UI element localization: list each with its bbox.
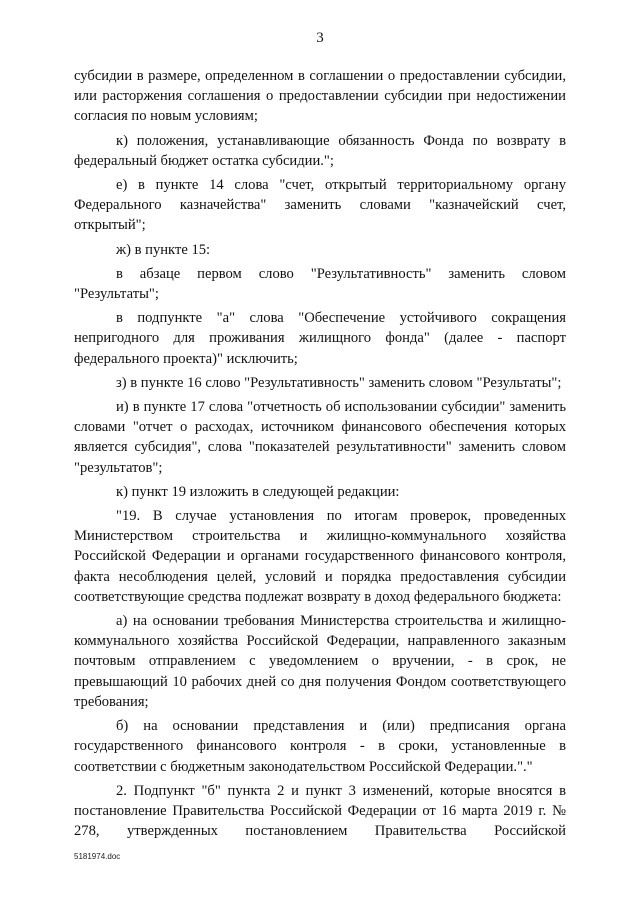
document-body	[74, 66, 566, 841]
document-file-code: 5181974.doc	[74, 852, 121, 861]
paragraph: а) на основании требования Министерства строительства и жилищно-коммунального хозяйства Российской Федерации, направленного заказным почтовым отправлением с уведомлением о вручении, - в срок, не превышающий 10 рабочих дней со дня получения Фондом соответствующего требования;	[74, 613, 566, 710]
paragraph: субсидии в размере, определенном в соглашении о предоставлении субсидии, или расторжения соглашения о предоставлении субсидии при недостижении согласия по новым условиям;	[74, 68, 566, 125]
paragraph: "19. В случае установления по итогам проверок, проведенных Министерством строительства и жилищно-коммунального хозяйства Российской Федерации и органами государственного финансового контроля, факта несоблюдения целей, условий и порядка предоставления субсидии соответствующие средства подлежат возврату в доход федерального бюджета:	[74, 508, 566, 605]
paragraph: в подпункте "а" слова "Обеспечение устойчивого сокращения непригодного для проживания жилищного фонда" (далее - паспорт федерального проекта)" исключить;	[74, 310, 566, 367]
paragraph: и) в пункте 17 слова "отчетность об использовании субсидии" заменить словами "отчет о расходах, источником финансового обеспечения которых является субсидия", слова "показателей результативности" заменить словом "результатов";	[74, 399, 566, 476]
paragraph: в абзаце первом слово "Результативность" заменить словом "Результаты";	[74, 265, 566, 303]
page-number: 3	[316, 30, 324, 46]
paragraph: б) на основании представления и (или) предписания органа государственного финансового контроля - в сроки, установленные в соответствии с бюджетным законодательством Российской Федерации."."	[74, 718, 566, 775]
paragraph: з) в пункте 16 слово "Результативность" заменить словом "Результаты";	[116, 374, 562, 391]
paragraph: ж) в пункте 15:	[116, 241, 211, 258]
paragraph: к) положения, устанавливающие обязанность Фонда по возврату в федеральный бюджет остатка субсидии.";	[74, 132, 566, 169]
paragraph: 2. Подпункт "б" пункта 2 и пункт 3 изменений, которые вносятся в постановление Правительства Российской Федерации от 16 марта 2019 г. № 278, утвержденных постановлением Правительства Российской	[74, 782, 566, 840]
paragraph: к) пункт 19 изложить в следующей редакции:	[116, 483, 400, 500]
paragraph: е) в пункте 14 слова "счет, открытый территориальному органу Федерального казначейства" заменить словами "казначейский счет, открытый";	[74, 177, 566, 234]
